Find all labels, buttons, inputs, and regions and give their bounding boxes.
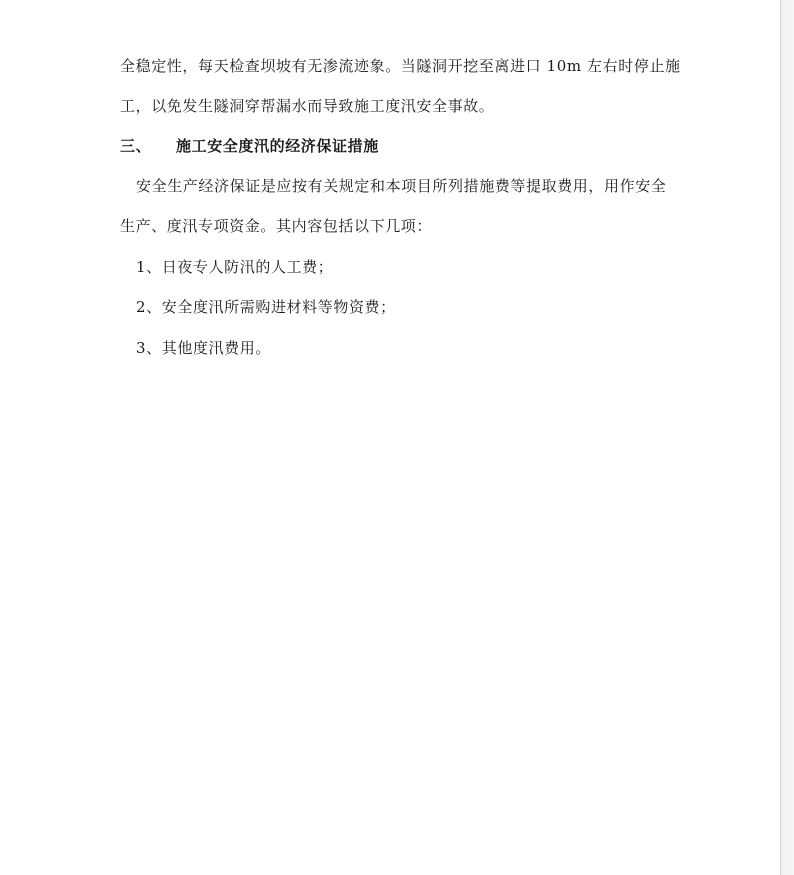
list-item: 3、其他度汛费用。 <box>136 339 271 357</box>
paragraph-1-line-2: 工，以免发生隧洞穿帮漏水而导致施工度汛安全事故。 <box>120 97 495 115</box>
list-item: 2、安全度汛所需购进材料等物资费； <box>136 298 396 316</box>
section-heading <box>120 136 379 156</box>
section-title: 施工安全度汛的经济保证措施 <box>176 137 379 155</box>
paragraph-2-line-2: 生产、度汛专项资金。其内容包括以下几项： <box>120 217 433 235</box>
paragraph-1-line-1: 全稳定性，每天检查坝坡有无渗流迹象。当隧洞开挖至离进口 10m 左右时停止施 <box>120 57 681 75</box>
section-number: 三、 <box>120 137 152 155</box>
paragraph-2-line-1: 安全生产经济保证是应按有关规定和本项目所列措施费等提取费用，用作安全 <box>136 177 667 195</box>
page-edge-divider <box>780 0 794 875</box>
list-item: 1、日夜专人防汛的人工费； <box>136 258 334 276</box>
